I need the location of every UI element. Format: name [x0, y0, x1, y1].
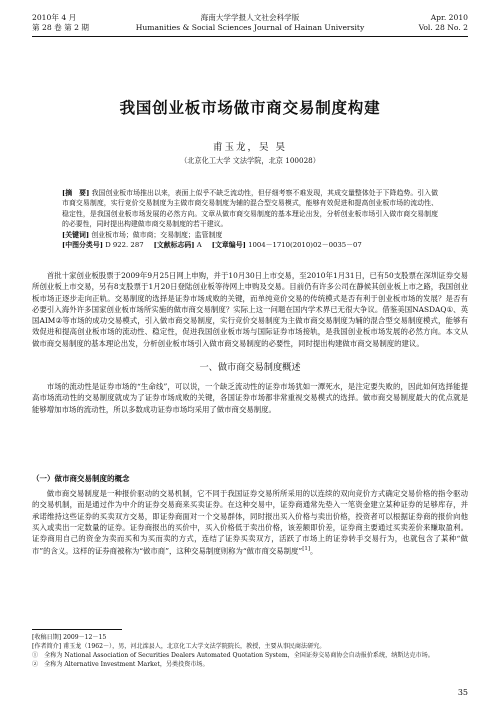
section1-paragraph: 市场的流动性是证券市场的“生命线”，可以说，一个缺乏流动性的证券市场犹如一潭死水，是注定要失败的，因此如何选择能提高市场流动性的交易制度就成为了证券市场成败的关键，各国证券市场都非常重视交易模式的选择。做市商交易制度最大的优点就是能够增加市场的流动性，所以多数成功证券市场均采用了做市商交易制度。: [32, 382, 468, 414]
footnote-rule: [32, 629, 122, 630]
clc-value: D 922. 287: [105, 241, 144, 250]
subsection-heading-1: （一）做市商交易制度的概念: [32, 474, 130, 483]
subsection1-end: 。: [309, 546, 318, 556]
header-rule: [32, 36, 468, 37]
page-number: 35: [457, 688, 468, 697]
subsection1-text: 做市商交易制度是一种报价驱动的交易机制，它不同于我国证券交易所所采用的以连续的双向竞价方式确定交易价格的指令驱动的交易机制，而是通过作为中介的证券交易商来买卖证券。在这种交易中，证券商通常先垫入一笔资金建立某种证券的足够库存，并承诺维持这些证券的买卖双方交易，即证券商面对一个交易群体，同时报出买入价格与卖出价格，投资者可以根据证券商的报价向他买入或卖出一定数量的证券。证券商报出的买价中，买入价格低于卖出价格，该差额即价差，证券商主要通过买卖差价来赚取盈利。证券商用自己的资金为卖而买和为买而卖的方式，连结了证券买卖双方，活跃了市场上的证券转手交易行为，也就包含了某种“做市”的含义。这样的证券商被称为“做市商”，这种交易制度则称为“做市商交易制度”: [32, 489, 468, 556]
received-date: [收稿日期] 2009－12－15: [32, 634, 107, 641]
header-date-en: Apr. 2010: [430, 13, 468, 22]
doc-code-item: [154, 240, 202, 250]
doc-code-label: [文献标志码]: [153, 241, 195, 250]
abstract-block: [62, 188, 438, 250]
article-id-item: [212, 240, 362, 250]
subsection1-paragraph: [32, 488, 468, 557]
citation-ref: [1]: [302, 546, 310, 553]
subsection1-body: [32, 488, 468, 557]
article-authors: 甫玉龙，吴 昊: [212, 142, 288, 153]
abstract-label: [摘 要]: [62, 189, 90, 197]
article-id-value: 1004－1710(2010)02－0035－07: [248, 241, 362, 250]
section1-body: [32, 381, 468, 415]
abstract-text: 我国创业板市场推出以来，表面上似乎不缺乏流动性，但仔细考察不难发现，其成交量整体处于下降趋势。引入做市商交易制度，实行竞价交易制度为主做市商交易制度为辅的混合型交易模式，能够有效促进和提高创业板市场的流动性、稳定性，是我国创业板市场发展的必然方向。文章从做市商交易制度的基本理论出发，分析创业板市场引入做市商交易制度的必要性，同时提出构建做市商交易制度的若干建议。: [62, 189, 438, 229]
intro-section: [32, 270, 468, 349]
running-header-journal: [120, 13, 380, 33]
intro-paragraph: 首批十家创业板股票于2009年9月25日网上申购，并于10月30日上市交易，至2010年1月31日，已有50支股票在深圳证券交易所创业板上市交易，另有8支股票于1月20日登陆创业板等待网上申购及交易。目前仍有许多公司在静候其创业板上市之路，我国创业板市场正逐步走向正轨。交易制度的选择是证券市场成败的关键，而单纯竞价交易的传统模式是否有利于创业板市场的发展？是否有必要引入海外许多国家创业板市场所实施的做市商交易制度？实际上这一问题在国内学术界已无很大争议。借鉴美国NASDAQ①、英国AIM②等市场的成功交易模式，引入做市商交易制度，实行竞价交易制度为主做市商交易制度为辅的混合型交易制度模式，能够有效促进和提高创业板市场的流动性、稳定性，促进我国创业板市场与国际证券市场接轨，是我国创业板市场发展的必然方向。本文从做市商交易制度的基本理论出发，分析创业板市场引入做市商交易制度的必要性，同时提出构建做市商交易制度的建议。: [32, 271, 468, 348]
footnote-1: ① 全称为 National Association of Securities Dealers Automated Quotation System，全国证券交易商协会自动报价系统，纳斯达克市场。: [32, 652, 434, 659]
classification-line: [62, 240, 438, 250]
keywords-line: [62, 230, 438, 240]
author-affiliation: （北京化工大学 文法学院，北京 100028）: [180, 156, 320, 165]
article-id-label: [文章编号]: [211, 241, 246, 250]
author-bio: [作者简介] 甫玉龙（1962－），男，河北滦县人，北京化工大学文法学院院长，教授，主要从事民商法研究。: [32, 643, 326, 650]
doc-code-value: A: [196, 241, 202, 250]
header-volume: 第 28 卷 第 2 期: [32, 23, 89, 32]
article-title: 我国创业板市场做市商交易制度构建: [119, 99, 381, 117]
journal-name-cn: 海南大学学报人文社会科学版: [200, 13, 300, 22]
section-heading-1: 一、做市商交易制度概述: [199, 362, 301, 373]
clc-label: [中图分类号]: [62, 241, 103, 250]
header-date: 2010年 4 月: [32, 13, 77, 22]
keywords-label: [关键词]: [62, 230, 90, 239]
abstract-paragraph: [62, 188, 438, 230]
keywords-text: 创业板市场；做市商；交易制度；监管制度: [91, 230, 223, 239]
running-header-date: [32, 13, 89, 33]
footnote-2: ② 全称为 Alternative Investment Market，另类投资市场。: [32, 661, 209, 668]
running-header-issue: [419, 13, 468, 33]
clc-item: [62, 240, 144, 250]
journal-name-en: Humanities & Social Sciences Journal of Hainan University: [135, 23, 365, 32]
footnotes: [32, 633, 468, 669]
header-volume-en: Vol. 28 No. 2: [418, 23, 468, 32]
